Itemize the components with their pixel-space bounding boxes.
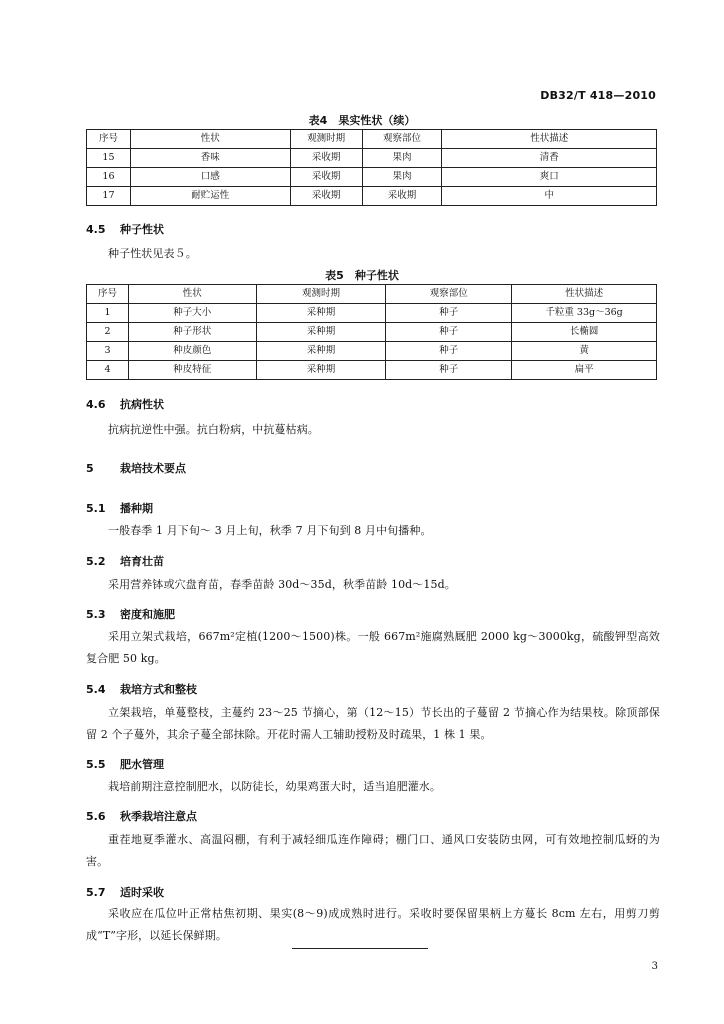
- section-heading-5-6: [86, 808, 197, 824]
- table-row: [87, 187, 657, 206]
- page-number: 3: [651, 961, 658, 972]
- section-title: 适时采收: [120, 886, 164, 899]
- table5-header-row: [87, 285, 657, 304]
- table-cell: 长椭圆: [512, 323, 657, 342]
- table4-header-cell: 观测时期: [290, 130, 362, 149]
- section-title: 种子性状: [120, 223, 164, 236]
- section-title: 秋季栽培注意点: [120, 810, 197, 823]
- table-cell: 3: [87, 342, 129, 361]
- section-title: 培育壮苗: [120, 555, 164, 568]
- table-cell: 种子: [386, 361, 512, 380]
- section-number: 5.1: [86, 502, 106, 515]
- paragraph-water: 栽培前期注意控制肥水，以防徒长，幼果鸡蛋大时，适当追肥灌水。: [108, 780, 441, 793]
- section-heading-5-4: [86, 681, 197, 697]
- table4-header-cell: 性状描述: [442, 130, 657, 149]
- table-cell: 15: [87, 149, 131, 168]
- section-heading-4-6: [86, 396, 164, 412]
- table5-header-cell: 性状描述: [512, 285, 657, 304]
- table5-header-cell: 观察部位: [386, 285, 512, 304]
- table-cell: 果肉: [362, 168, 442, 187]
- table4-header-row: [87, 130, 657, 149]
- section-heading-5-7: [86, 884, 164, 900]
- section-title: 播种期: [120, 502, 153, 515]
- table-cell: 种子: [386, 304, 512, 323]
- section-heading-5-2: [86, 553, 164, 569]
- table-cell: 17: [87, 187, 131, 206]
- table5: [86, 284, 657, 380]
- section-title: 肥水管理: [120, 758, 164, 771]
- section-number: 5.7: [86, 886, 106, 899]
- paragraph-harvest: 采收应在瓜位叶正常枯焦初期、果实(8～9)成成熟时进行。采收时要保留果柄上方蔓长 8cm 左右，用剪刀剪成“T”字形，以延长保鲜期。: [86, 907, 660, 942]
- section-heading-5-1: [86, 500, 153, 516]
- table-cell: 耐贮运性: [130, 187, 290, 206]
- section-heading-5: [86, 460, 186, 476]
- table4-header-cell: 性状: [130, 130, 290, 149]
- section-number: 5.2: [86, 555, 106, 568]
- table-cell: 爽口: [442, 168, 657, 187]
- paragraph-seed-intro: 种子性状见表５。: [108, 247, 197, 260]
- paragraph-seedling: 采用营养钵或穴盘育苗，春季苗龄 30d～35d，秋季苗龄 10d～15d。: [108, 578, 456, 591]
- table5-header-cell: 序号: [87, 285, 129, 304]
- table-cell: 黄: [512, 342, 657, 361]
- table-cell: 口感: [130, 168, 290, 187]
- section-heading-5-5: [86, 756, 164, 772]
- table-cell: 16: [87, 168, 131, 187]
- section-number: 4.5: [86, 223, 106, 236]
- table-cell: 4: [87, 361, 129, 380]
- section-number: 5: [86, 462, 94, 475]
- table4-header-cell: 序号: [87, 130, 131, 149]
- table-cell: 采收期: [290, 187, 362, 206]
- end-rule: [292, 948, 428, 949]
- table-cell: 果肉: [362, 149, 442, 168]
- table-cell: 种皮特征: [128, 361, 256, 380]
- section-title: 抗病性状: [120, 398, 164, 411]
- section-number: 5.6: [86, 810, 106, 823]
- section-number: 5.4: [86, 683, 106, 696]
- table-cell: 种子: [386, 342, 512, 361]
- table-cell: 扁平: [512, 361, 657, 380]
- standard-code: DB32/T 418—2010: [540, 89, 656, 102]
- table-cell: 千粒重 33g～36g: [512, 304, 657, 323]
- table5-caption: 表5 种子性状: [325, 269, 399, 282]
- table-cell: 采种期: [256, 323, 386, 342]
- table-row: [87, 304, 657, 323]
- section-heading-5-3: [86, 606, 175, 622]
- section-heading-4-5: [86, 221, 164, 237]
- paragraph-autumn: 重茬地夏季灌水、高温闷棚，有利于减轻细瓜连作障碍；棚门口、通风口安装防虫网，可有效地控制瓜蚜的为害。: [86, 833, 660, 868]
- table4: [86, 129, 657, 206]
- table-cell: 中: [442, 187, 657, 206]
- table-cell: 采种期: [256, 361, 386, 380]
- table4-caption: 表4 果实性状（续）: [308, 114, 416, 127]
- section-title: 栽培方式和整枝: [120, 683, 197, 696]
- table-cell: 香味: [130, 149, 290, 168]
- paragraph-training: 立架栽培，单蔓整枝，主蔓约 23～25 节摘心，第（12～15）节长出的子蔓留 2 节摘心作为结果枝。除顶部保留 2 个子蔓外，其余子蔓全部抹除。开花时需人工辅助授粉及时疏果，1 株 1 果。: [86, 706, 660, 741]
- table-cell: 采收期: [290, 149, 362, 168]
- table-cell: 1: [87, 304, 129, 323]
- table-cell: 2: [87, 323, 129, 342]
- table-row: [87, 361, 657, 380]
- table-row: [87, 323, 657, 342]
- paragraph-disease: 抗病抗逆性中强。抗白粉病，中抗蔓枯病。: [108, 423, 319, 436]
- section-number: 4.6: [86, 398, 106, 411]
- table-cell: 清香: [442, 149, 657, 168]
- table-row: [87, 149, 657, 168]
- table-cell: 种子: [386, 323, 512, 342]
- table5-header-cell: 性状: [128, 285, 256, 304]
- table-cell: 采收期: [362, 187, 442, 206]
- section-number: 5.5: [86, 758, 106, 771]
- table-cell: 采种期: [256, 304, 386, 323]
- table-cell: 种皮颜色: [128, 342, 256, 361]
- paragraph-density: 采用立架式栽培，667m²定植(1200～1500)株。一般 667m²施腐熟厩肥 2000 kg～3000kg，硫酸钾型高效复合肥 50 kg。: [86, 630, 660, 665]
- table-cell: 种子形状: [128, 323, 256, 342]
- paragraph-sowing: 一般春季 1 月下旬～ 3 月上旬，秋季 7 月下旬到 8 月中旬播种。: [108, 524, 432, 537]
- table5-header-cell: 观测时期: [256, 285, 386, 304]
- table-row: [87, 168, 657, 187]
- section-number: 5.3: [86, 608, 106, 621]
- section-title: 栽培技术要点: [120, 462, 186, 475]
- table4-header-cell: 观察部位: [362, 130, 442, 149]
- table-cell: 种子大小: [128, 304, 256, 323]
- table-row: [87, 342, 657, 361]
- table-cell: 采种期: [256, 342, 386, 361]
- table-cell: 采收期: [290, 168, 362, 187]
- section-title: 密度和施肥: [120, 608, 175, 621]
